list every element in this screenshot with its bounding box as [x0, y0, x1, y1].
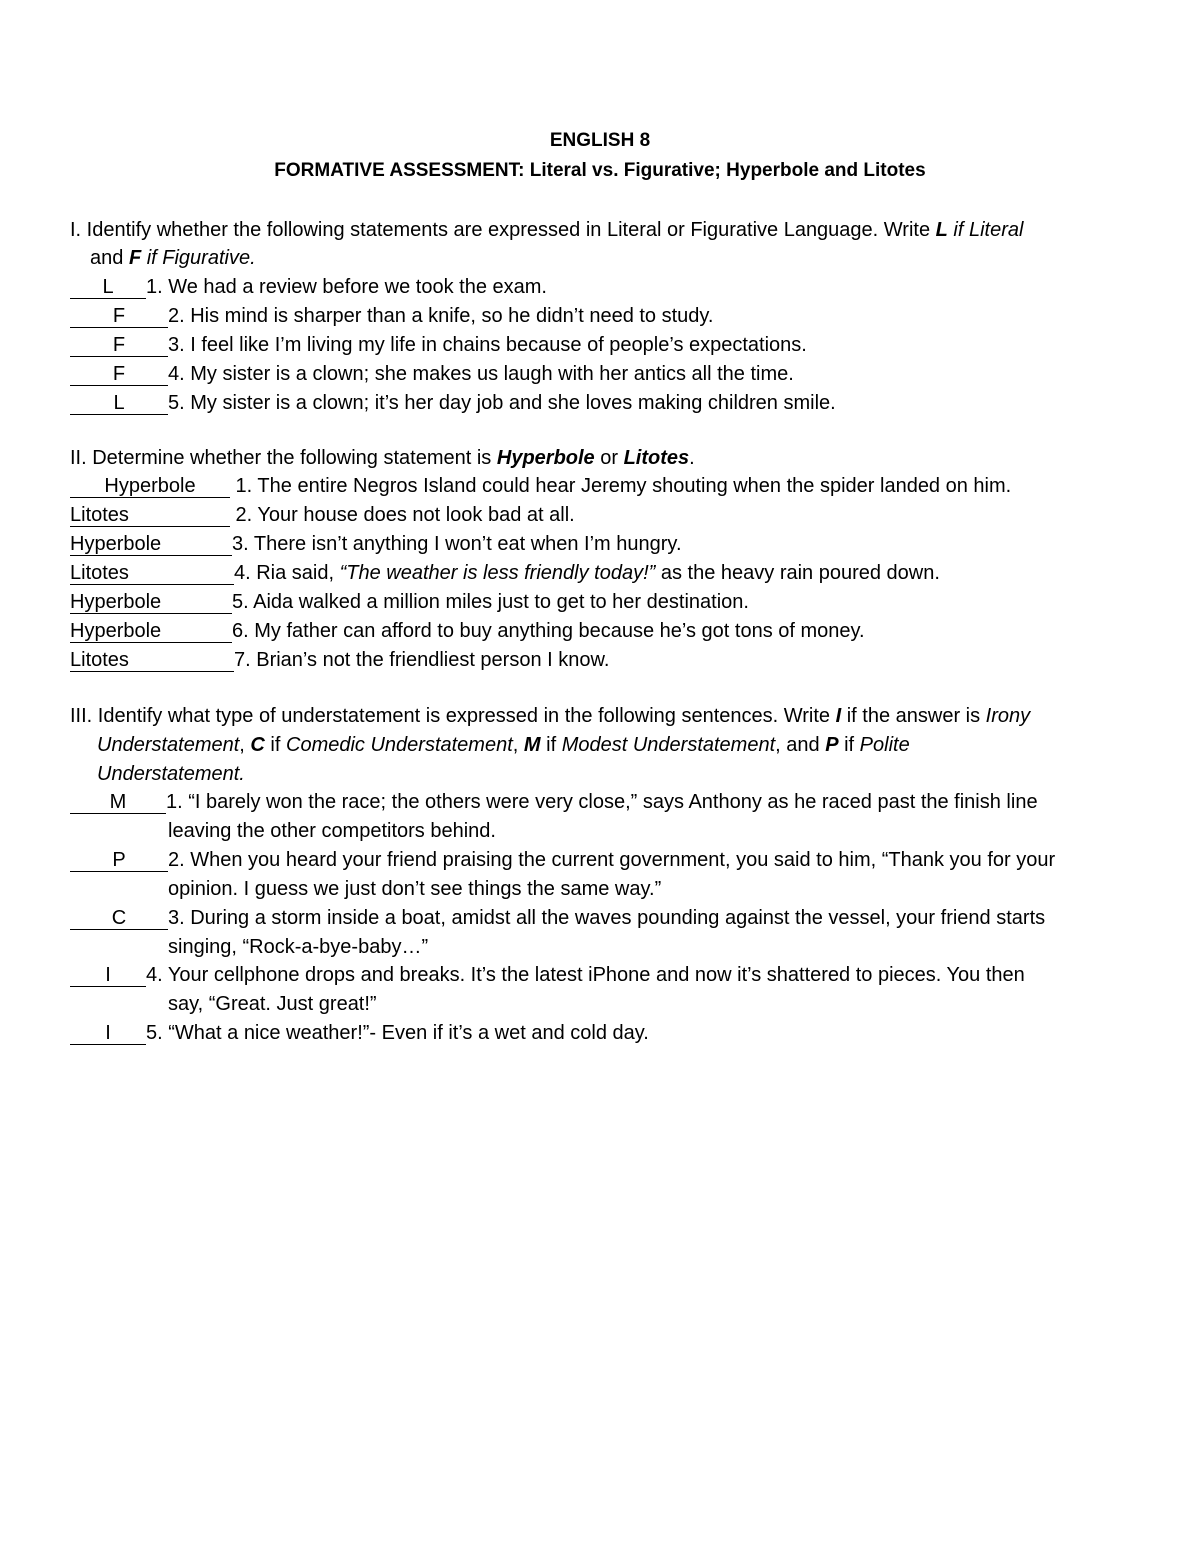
answer-blank: Litotes	[70, 562, 234, 585]
part1-instructions-line1: I. Identify whether the following statements are expressed in Literal or Figurative Language. Write L if Literal	[70, 219, 1024, 241]
part1-instructions-line2: and F if Figurative.	[90, 247, 256, 269]
answer-blank: Hyperbole	[70, 620, 232, 643]
part1-item: F 2. His mind is sharper than a knife, so he didn’t need to study.	[70, 304, 714, 328]
part3-item-continued: singing, “Rock-a-bye-baby…”	[168, 936, 429, 958]
answer-blank: L	[70, 392, 168, 415]
part3-item: M 1. “I barely won the race; the others were very close,” says Anthony as he raced past the finish line	[70, 790, 1038, 814]
answer-blank: F	[70, 363, 168, 386]
part2-item: Hyperbole 5. Aida walked a million miles just to get to her destination.	[70, 591, 749, 613]
answer-blank: P	[70, 849, 168, 872]
answer-blank: L	[70, 276, 146, 299]
part3-item: C 3. During a storm inside a boat, amidst all the waves pounding against the vessel, your friend starts	[70, 906, 1045, 930]
part3-item: P 2. When you heard your friend praising the current government, you said to him, “Thank you for your	[70, 848, 1055, 872]
answer-blank: C	[70, 907, 168, 930]
part3-item-continued: leaving the other competitors behind.	[168, 820, 496, 842]
part2-item: Hyperbole 1. The entire Negros Island could hear Jeremy shouting when the spider landed on him.	[70, 474, 1011, 498]
part2-instructions: II. Determine whether the following statement is Hyperbole or Litotes.	[70, 447, 695, 469]
answer-blank: Hyperbole	[70, 533, 232, 556]
answer-blank: I	[70, 1022, 146, 1045]
answer-blank: Hyperbole	[70, 475, 230, 498]
part3-instructions-line3: Understatement.	[97, 763, 245, 785]
assessment-title: FORMATIVE ASSESSMENT: Literal vs. Figurative; Hyperbole and Litotes	[274, 160, 926, 181]
part2-item: Litotes 2. Your house does not look bad at all.	[70, 504, 575, 526]
part2-item: Hyperbole 3. There isn’t anything I won’t eat when I’m hungry.	[70, 533, 682, 555]
part1-item: L 1. We had a review before we took the exam.	[70, 275, 547, 299]
part3-item-continued: say, “Great. Just great!”	[168, 993, 377, 1015]
part2-item: Litotes 4. Ria said, “The weather is less friendly today!” as the heavy rain poured down.	[70, 562, 940, 584]
part3-item: I 5. “What a nice weather!”- Even if it’s a wet and cold day.	[70, 1021, 649, 1045]
part3-item: I 4. Your cellphone drops and breaks. It’s the latest iPhone and now it’s shattered to pieces. You then	[70, 963, 1025, 987]
answer-blank: I	[70, 964, 146, 987]
answer-blank: Litotes	[70, 504, 230, 527]
answer-blank: M	[70, 791, 166, 814]
part3-item-continued: opinion. I guess we just don’t see things the same way.”	[168, 878, 662, 900]
part1-item: F 3. I feel like I’m living my life in chains because of people’s expectations.	[70, 333, 807, 357]
part3-instructions-line2: Understatement, C if Comedic Understatement, M if Modest Understatement, and P if Polite	[97, 734, 910, 756]
part2-item: Litotes 7. Brian’s not the friendliest person I know.	[70, 649, 610, 671]
part1-item: L 5. My sister is a clown; it’s her day job and she loves making children smile.	[70, 391, 836, 415]
answer-blank: Litotes	[70, 649, 234, 672]
answer-blank: F	[70, 305, 168, 328]
part1-item: F 4. My sister is a clown; she makes us laugh with her antics all the time.	[70, 362, 794, 386]
subject-heading: ENGLISH 8	[549, 130, 651, 151]
answer-blank: F	[70, 334, 168, 357]
part3-instructions-line1: III. Identify what type of understatement is expressed in the following sentences. Write I if the answer is Irony	[70, 705, 1031, 727]
part2-item: Hyperbole 6. My father can afford to buy anything because he’s got tons of money.	[70, 620, 865, 642]
answer-blank: Hyperbole	[70, 591, 232, 614]
